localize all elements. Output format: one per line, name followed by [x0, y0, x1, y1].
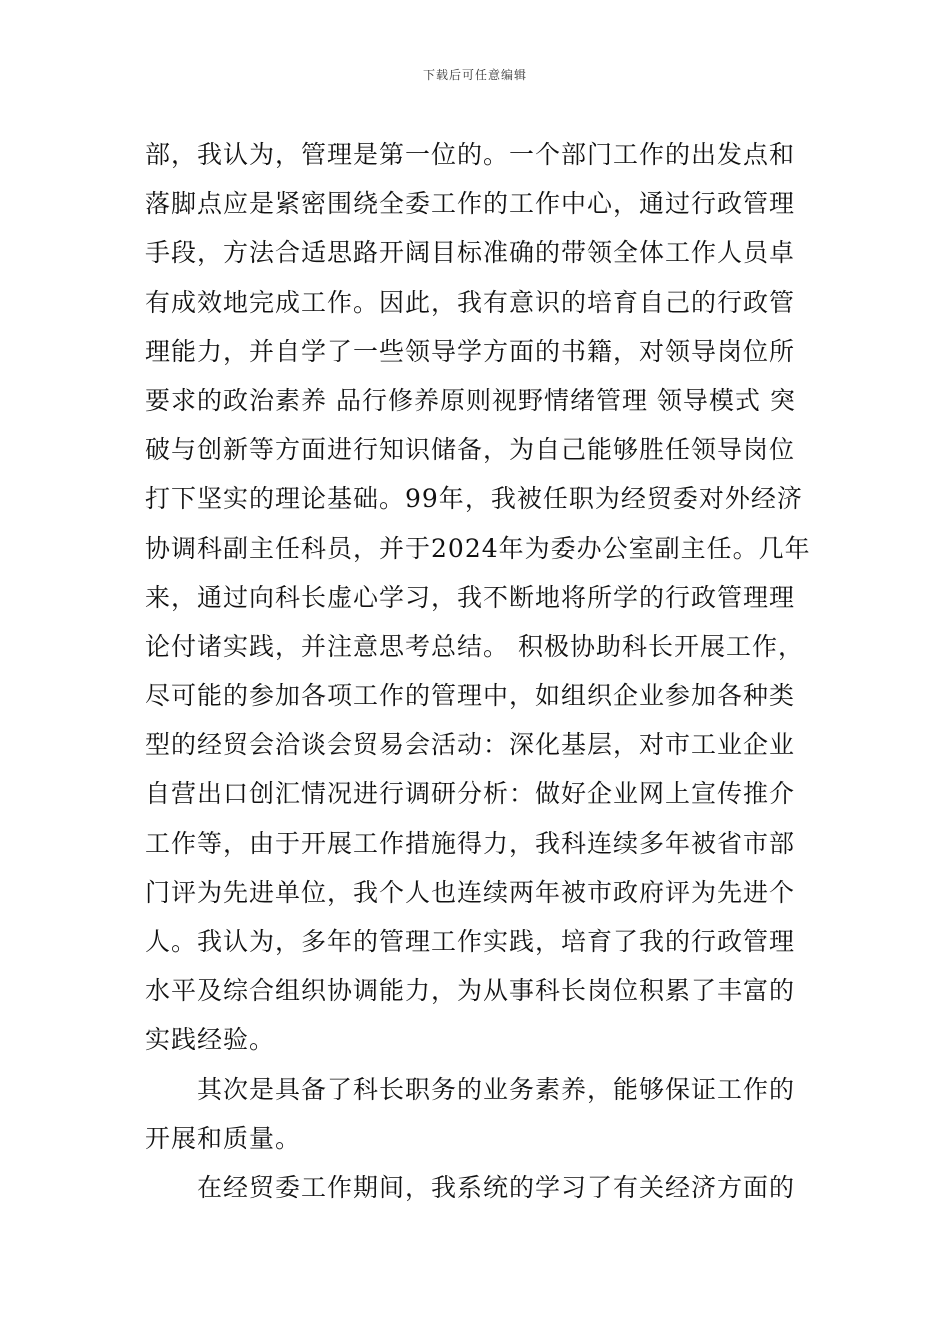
paragraph-line: 部，我认为，管理是第一位的。一个部门工作的出发点和	[145, 140, 796, 169]
paragraph-line: 工作等，由于开展工作措施得力，我科连续多年被省市部	[145, 828, 796, 858]
paragraph-line: 打下坚实的理论基础。99年，我被任职为经贸委对外经济	[145, 484, 803, 514]
paragraph-line: 破与创新等方面进行知识储备，为自己能够胜任领导岗位	[145, 435, 796, 465]
page-header-note: 下载后可任意编辑	[422, 68, 527, 82]
paragraph-line: 自营出口创汇情况进行调研分析：做好企业网上宣传推介	[145, 779, 796, 809]
paragraph-line-indented: 在经贸委工作期间，我系统的学习了有关经济方面的	[197, 1172, 796, 1202]
document-body	[145, 130, 810, 1212]
paragraph-line: 论付诸实践，并注意思考总结。 积极协助科长开展工作，	[145, 631, 804, 661]
paragraph-line: 门评为先进单位，我个人也连续两年被市政府评为先进个	[145, 877, 796, 907]
paragraph-line: 开展和质量。	[145, 1123, 302, 1153]
paragraph-line: 水平及综合组织协调能力，为从事科长岗位积累了丰富的	[145, 976, 796, 1006]
paragraph-line-indented: 其次是具备了科长职务的业务素养，能够保证工作的	[197, 1074, 796, 1104]
paragraph-line: 手段，方法合适思路开阔目标准确的带领全体工作人员卓	[145, 238, 796, 268]
paragraph-line: 人。我认为，多年的管理工作实践，培育了我的行政管理	[145, 927, 796, 956]
paragraph-line: 来，通过向科长虚心学习，我不断地将所学的行政管理理	[145, 582, 796, 612]
paragraph-line: 有成效地完成工作。因此，我有意识的培育自己的行政管	[145, 287, 796, 317]
paragraph-line: 理能力，并自学了一些领导学方面的书籍，对领导岗位所	[145, 336, 796, 366]
paragraph-line: 实践经验。	[145, 1025, 276, 1055]
paragraph-line: 落脚点应是紧密围绕全委工作的工作中心，通过行政管理	[145, 189, 796, 219]
paragraph-line: 要求的政治素养 品行修养原则视野情绪管理 领导模式 突	[145, 385, 796, 415]
paragraph-line: 尽可能的参加各项工作的管理中，如组织企业参加各种类	[145, 681, 796, 711]
paragraph-line: 协调科副主任科员，并于2024年为委办公室副主任。几年	[145, 533, 811, 563]
paragraph-line: 型的经贸会洽谈会贸易会活动：深化基层，对市工业企业	[145, 730, 796, 760]
